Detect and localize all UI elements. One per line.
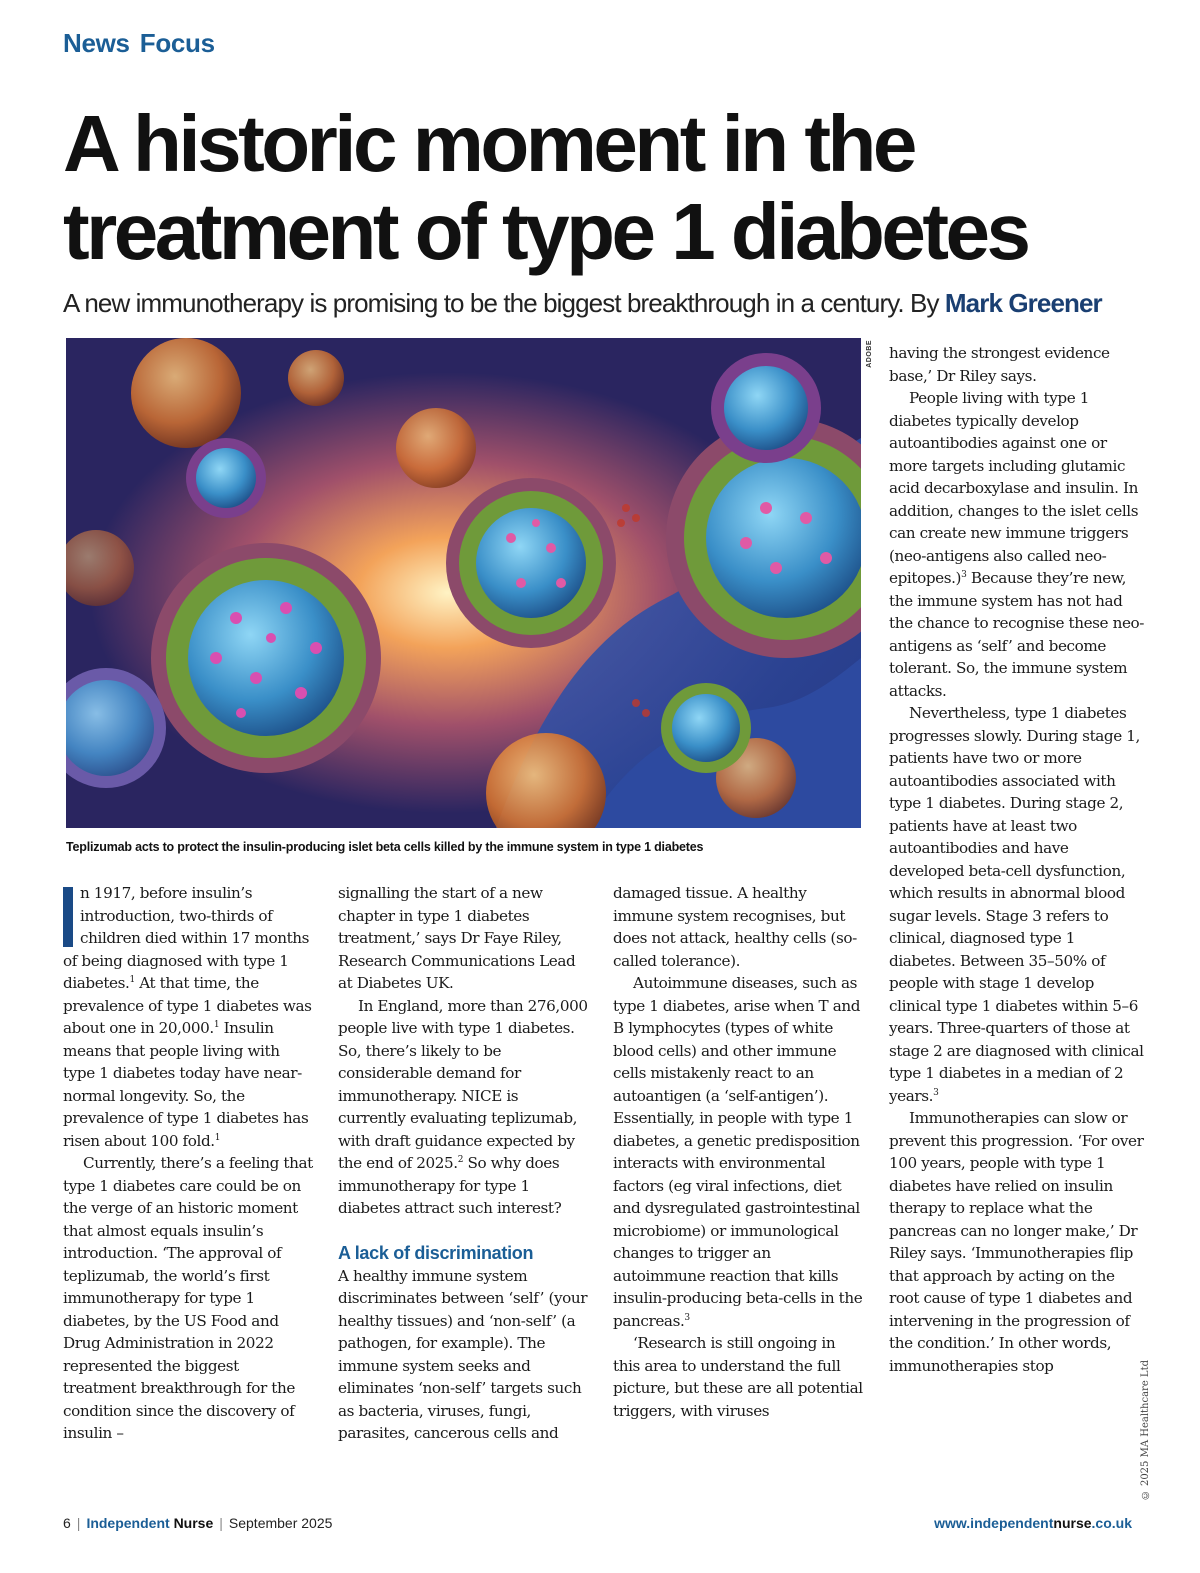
body-paragraph: A healthy immune system discriminates between ‘self’ (your healthy tissues) and ‘non-self’ (a pathogen, for example). The immune system seeks and eliminates ‘non-self’ targets such as bacteria, viruses, fungi, parasites, cancerous cells and	[338, 1266, 588, 1442]
hero-image	[66, 338, 861, 828]
website-link[interactable]: www.independentnurse.co.uk	[934, 1515, 1132, 1531]
publication-name: Independent Nurse	[86, 1515, 214, 1531]
page-number: 6	[63, 1515, 71, 1531]
body-column-3	[613, 882, 865, 1422]
section-secondary: Focus	[139, 28, 215, 58]
headline-line1: A historic moment in the	[63, 99, 914, 188]
body-column-1	[63, 882, 315, 1445]
footer-left: 6 | Independent Nurse | September 2025	[63, 1515, 333, 1531]
body-paragraph: Currently, there’s a feeling that type 1 diabetes care could be on the verge of an historic moment that almost equals insulin’s introduction. ‘The approval of teplizumab, the world’s first immunotherapy for type 1 diabetes, by the US Food and Drug Administration in 2022 represented the biggest treatment breakthrough for the condition since the discovery of insulin –	[63, 1154, 313, 1442]
copyright-notice: © 2025 MA Healthcare Ltd	[1140, 1360, 1151, 1501]
issue-date: September 2025	[228, 1515, 333, 1531]
section-primary: News	[63, 28, 130, 58]
body-paragraph: ‘Research is still ongoing in this area to understand the full picture, but these are all potential triggers, with viruses	[613, 1334, 863, 1420]
headline-line2: treatment of type 1 diabetes	[63, 187, 1028, 276]
body-paragraph: In England, more than 276,000 people live with type 1 diabetes. So, there’s likely to be considerable demand for immunotherapy. NICE is currently evaluating teplizumab, with draft guidance expected by the end of 2025.$^2$ So why does immunotherapy for type 1 diabetes attract such interest?	[338, 996, 588, 1217]
body-paragraph: having the strongest evidence base,’ Dr Riley says.	[889, 344, 1110, 385]
body-paragraph: signalling the start of a new chapter in type 1 diabetes treatment,’ says Dr Faye Riley, Research Communications Lead at Diabetes UK.	[338, 884, 576, 992]
standfirst	[63, 288, 1102, 319]
cell-illustration	[66, 338, 861, 828]
body-paragraph: damaged tissue. A healthy immune system recognises, but does not attack, healthy cells (so-called tolerance).	[613, 884, 857, 970]
image-caption: Teplizumab acts to protect the insulin-producing islet beta cells killed by the immune system in type 1 diabetes	[66, 840, 704, 854]
headline	[63, 100, 1063, 276]
subhead: A lack of discrimination	[338, 1242, 534, 1263]
body-paragraph: n 1917, before insulin’s introduction, two-thirds of children died within 17 months of being diagnosed with type 1 diabetes.$^1$ At that time, the prevalence of type 1 diabetes was about one in 20,000.$^1$ Insulin means that people living with type 1 diabetes today have near-normal longevity. So, the prevalence of type 1 diabetes has risen about 100 fold.$^1$	[63, 884, 312, 1150]
image-credit: ADOBE	[866, 340, 873, 368]
author-name: Mark Greener	[944, 288, 1102, 318]
body-paragraph: Nevertheless, type 1 diabetes progresses slowly. During stage 1, patients have two or more autoantibodies associated with type 1 diabetes. During stage 2, patients have at least two autoantibodies and have developed beta-cell dysfunction, which results in abnormal blood sugar levels. Stage 3 refers to clinical, diagnosed type 1 diabetes. Between 35–50% of people with stage 1 develop clinical type 1 diabetes within 5–6 years. Three-quarters of those at stage 2 are diagnosed with clinical type 1 diabetes in a median of 2 years.$^3$	[889, 704, 1144, 1105]
body-paragraph: People living with type 1 diabetes typically develop autoantibodies against one or more targets including glutamic acid decarboxylase and insulin. In addition, changes to the islet cells can create new immune triggers (neo-antigens also called neo-epitopes.)$^3$ Because they’re new, the immune system has not had the chance to recognise these neo-antigens as ‘self’ and become tolerant. So, the immune system attacks.	[889, 389, 1145, 700]
standfirst-text: A new immunotherapy is promising to be the biggest breakthrough in a century. By	[63, 288, 945, 318]
body-column-2	[338, 882, 588, 1445]
dropcap-bar	[63, 887, 73, 947]
body-column-4	[889, 342, 1144, 1377]
section-tag	[63, 28, 215, 59]
body-paragraph: Immunotherapies can slow or prevent this progression. ‘For over 100 years, people with type 1 diabetes have relied on insulin therapy to replace what the pancreas can no longer make,’ Dr Riley says. ‘Immunotherapies flip that approach by acting on the root cause of type 1 diabetes and intervening in the progression of the condition.’ In other words, immunotherapies stop	[889, 1109, 1144, 1375]
body-paragraph: Autoimmune diseases, such as type 1 diabetes, arise when T and B lymphocytes (types of white blood cells) and other immune cells mistakenly react to an autoantigen (a ‘self-antigen’). Essentially, in people with type 1 diabetes, a genetic predisposition interacts with environmental factors (eg viral infections, diet and dysregulated gastrointestinal microbiome) or immunological changes to trigger an autoimmune reaction that kills insulin-producing beta-cells in the pancreas.$^3$	[613, 974, 863, 1330]
